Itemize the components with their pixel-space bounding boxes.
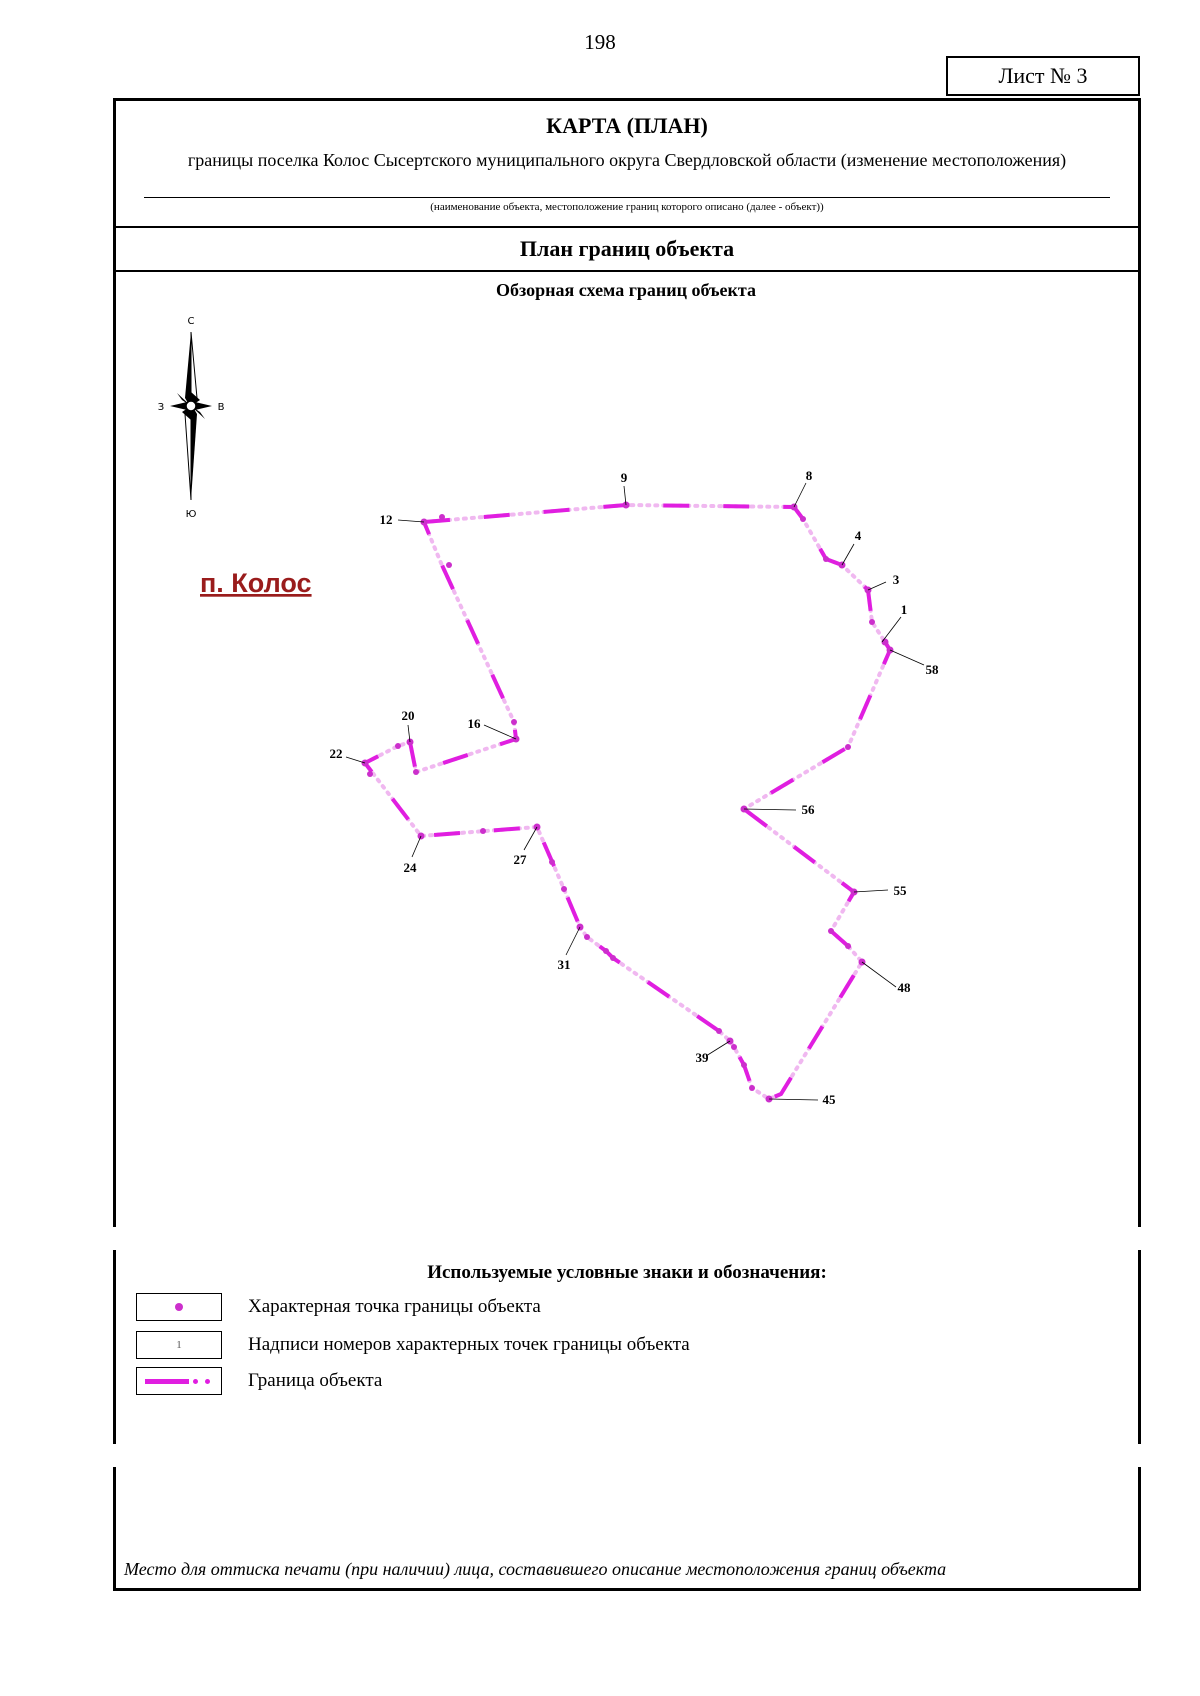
vertex-point — [800, 516, 806, 522]
vertex-point — [367, 771, 373, 777]
legend-label: Характерная точка границы объекта — [248, 1296, 541, 1317]
vertex-point — [446, 562, 452, 568]
legend-panel — [113, 1250, 1141, 1444]
point-label: 4 — [854, 528, 862, 543]
vertex-dot-icon — [175, 1303, 183, 1311]
legend-row-boundary — [136, 1366, 382, 1396]
point-label: 56 — [801, 802, 815, 817]
compass-east-label: В — [217, 402, 225, 413]
vertex-symbol-swatch — [136, 1293, 222, 1321]
vertex-point — [845, 943, 851, 949]
point-label: 9 — [620, 470, 628, 485]
plan-header: План границ объекта — [113, 228, 1141, 272]
stamp-panel — [113, 1467, 1141, 1591]
legend-row-point-numbers — [136, 1330, 690, 1360]
point-label: 24 — [403, 860, 417, 875]
point-number-swatch — [136, 1331, 222, 1359]
vertex-point — [845, 744, 851, 750]
point-label: 16 — [467, 716, 481, 731]
vertex-point — [413, 769, 419, 775]
point-label: 58 — [925, 662, 939, 677]
legend-row-vertex — [136, 1292, 541, 1322]
vertex-point — [731, 1044, 737, 1050]
vertex-point — [869, 619, 875, 625]
compass-rose-icon — [158, 316, 225, 520]
vertex-point — [603, 948, 609, 954]
point-label: 45 — [822, 1092, 836, 1107]
boundary-line-icon — [145, 1379, 189, 1384]
vertex-point — [480, 828, 486, 834]
vertex-point — [584, 934, 590, 940]
vertex-point — [395, 743, 401, 749]
vertex-point — [823, 556, 829, 562]
legend-title: Используемые условные знаки и обозначения: — [427, 1262, 827, 1283]
sheet-number-box: Лист № 3 — [946, 56, 1140, 96]
compass-south-label: Ю — [185, 509, 197, 520]
title-block — [113, 98, 1141, 228]
point-label: 22 — [329, 746, 343, 761]
legend-label: Надписи номеров характерных точек границы объекта — [248, 1334, 690, 1355]
object-name: границы поселка Колос Сысертского муниципального округа Свердловской области (изменение местоположения) — [187, 150, 1067, 170]
vertex-point — [828, 928, 834, 934]
vertex-point — [741, 1062, 747, 1068]
boundary-map — [116, 272, 1138, 1227]
vertex-point — [610, 955, 616, 961]
vertex-point — [749, 1085, 755, 1091]
vertex-point — [439, 514, 445, 520]
page-number: 198 — [584, 30, 616, 54]
point-label: 39 — [695, 1050, 709, 1065]
point-label: 8 — [805, 468, 813, 483]
point-label: 1 — [900, 602, 908, 617]
point-label: 3 — [892, 572, 900, 587]
point-label: 27 — [513, 852, 527, 867]
boundary-dot-icon — [193, 1379, 198, 1384]
label-leaders — [346, 483, 924, 1100]
point-label: 55 — [893, 883, 907, 898]
point-label: 31 — [557, 957, 571, 972]
point-label: 48 — [897, 980, 911, 995]
compass-west-label: З — [157, 402, 165, 413]
map-panel — [113, 272, 1141, 1227]
point-label: 20 — [401, 708, 415, 723]
point-labels — [330, 468, 940, 1107]
stamp-placeholder-text: Место для оттиска печати (при наличии) лица, составившего описание местоположения границ объекта — [124, 1559, 947, 1579]
vertex-point — [561, 886, 567, 892]
vertex-point — [549, 859, 555, 865]
legend-label: Граница объекта — [248, 1370, 383, 1391]
vertex-point — [716, 1028, 722, 1034]
object-name-caption: (наименование объекта, местоположение границ которого описано (далее - объект)) — [430, 201, 824, 213]
map-title: КАРТА (ПЛАН) — [546, 113, 708, 138]
place-label: п. Колос — [200, 568, 312, 598]
boundary-line-swatch — [136, 1367, 222, 1395]
name-underline — [144, 197, 1110, 198]
map-subtitle: Обзорная схема границ объекта — [496, 280, 756, 300]
vertex-point — [882, 639, 889, 646]
point-number-sample: 1 — [176, 1339, 182, 1351]
boundary-dot-icon — [205, 1379, 210, 1384]
compass-north-label: С — [187, 316, 195, 327]
vertex-point — [511, 719, 517, 725]
point-label: 12 — [379, 512, 393, 527]
